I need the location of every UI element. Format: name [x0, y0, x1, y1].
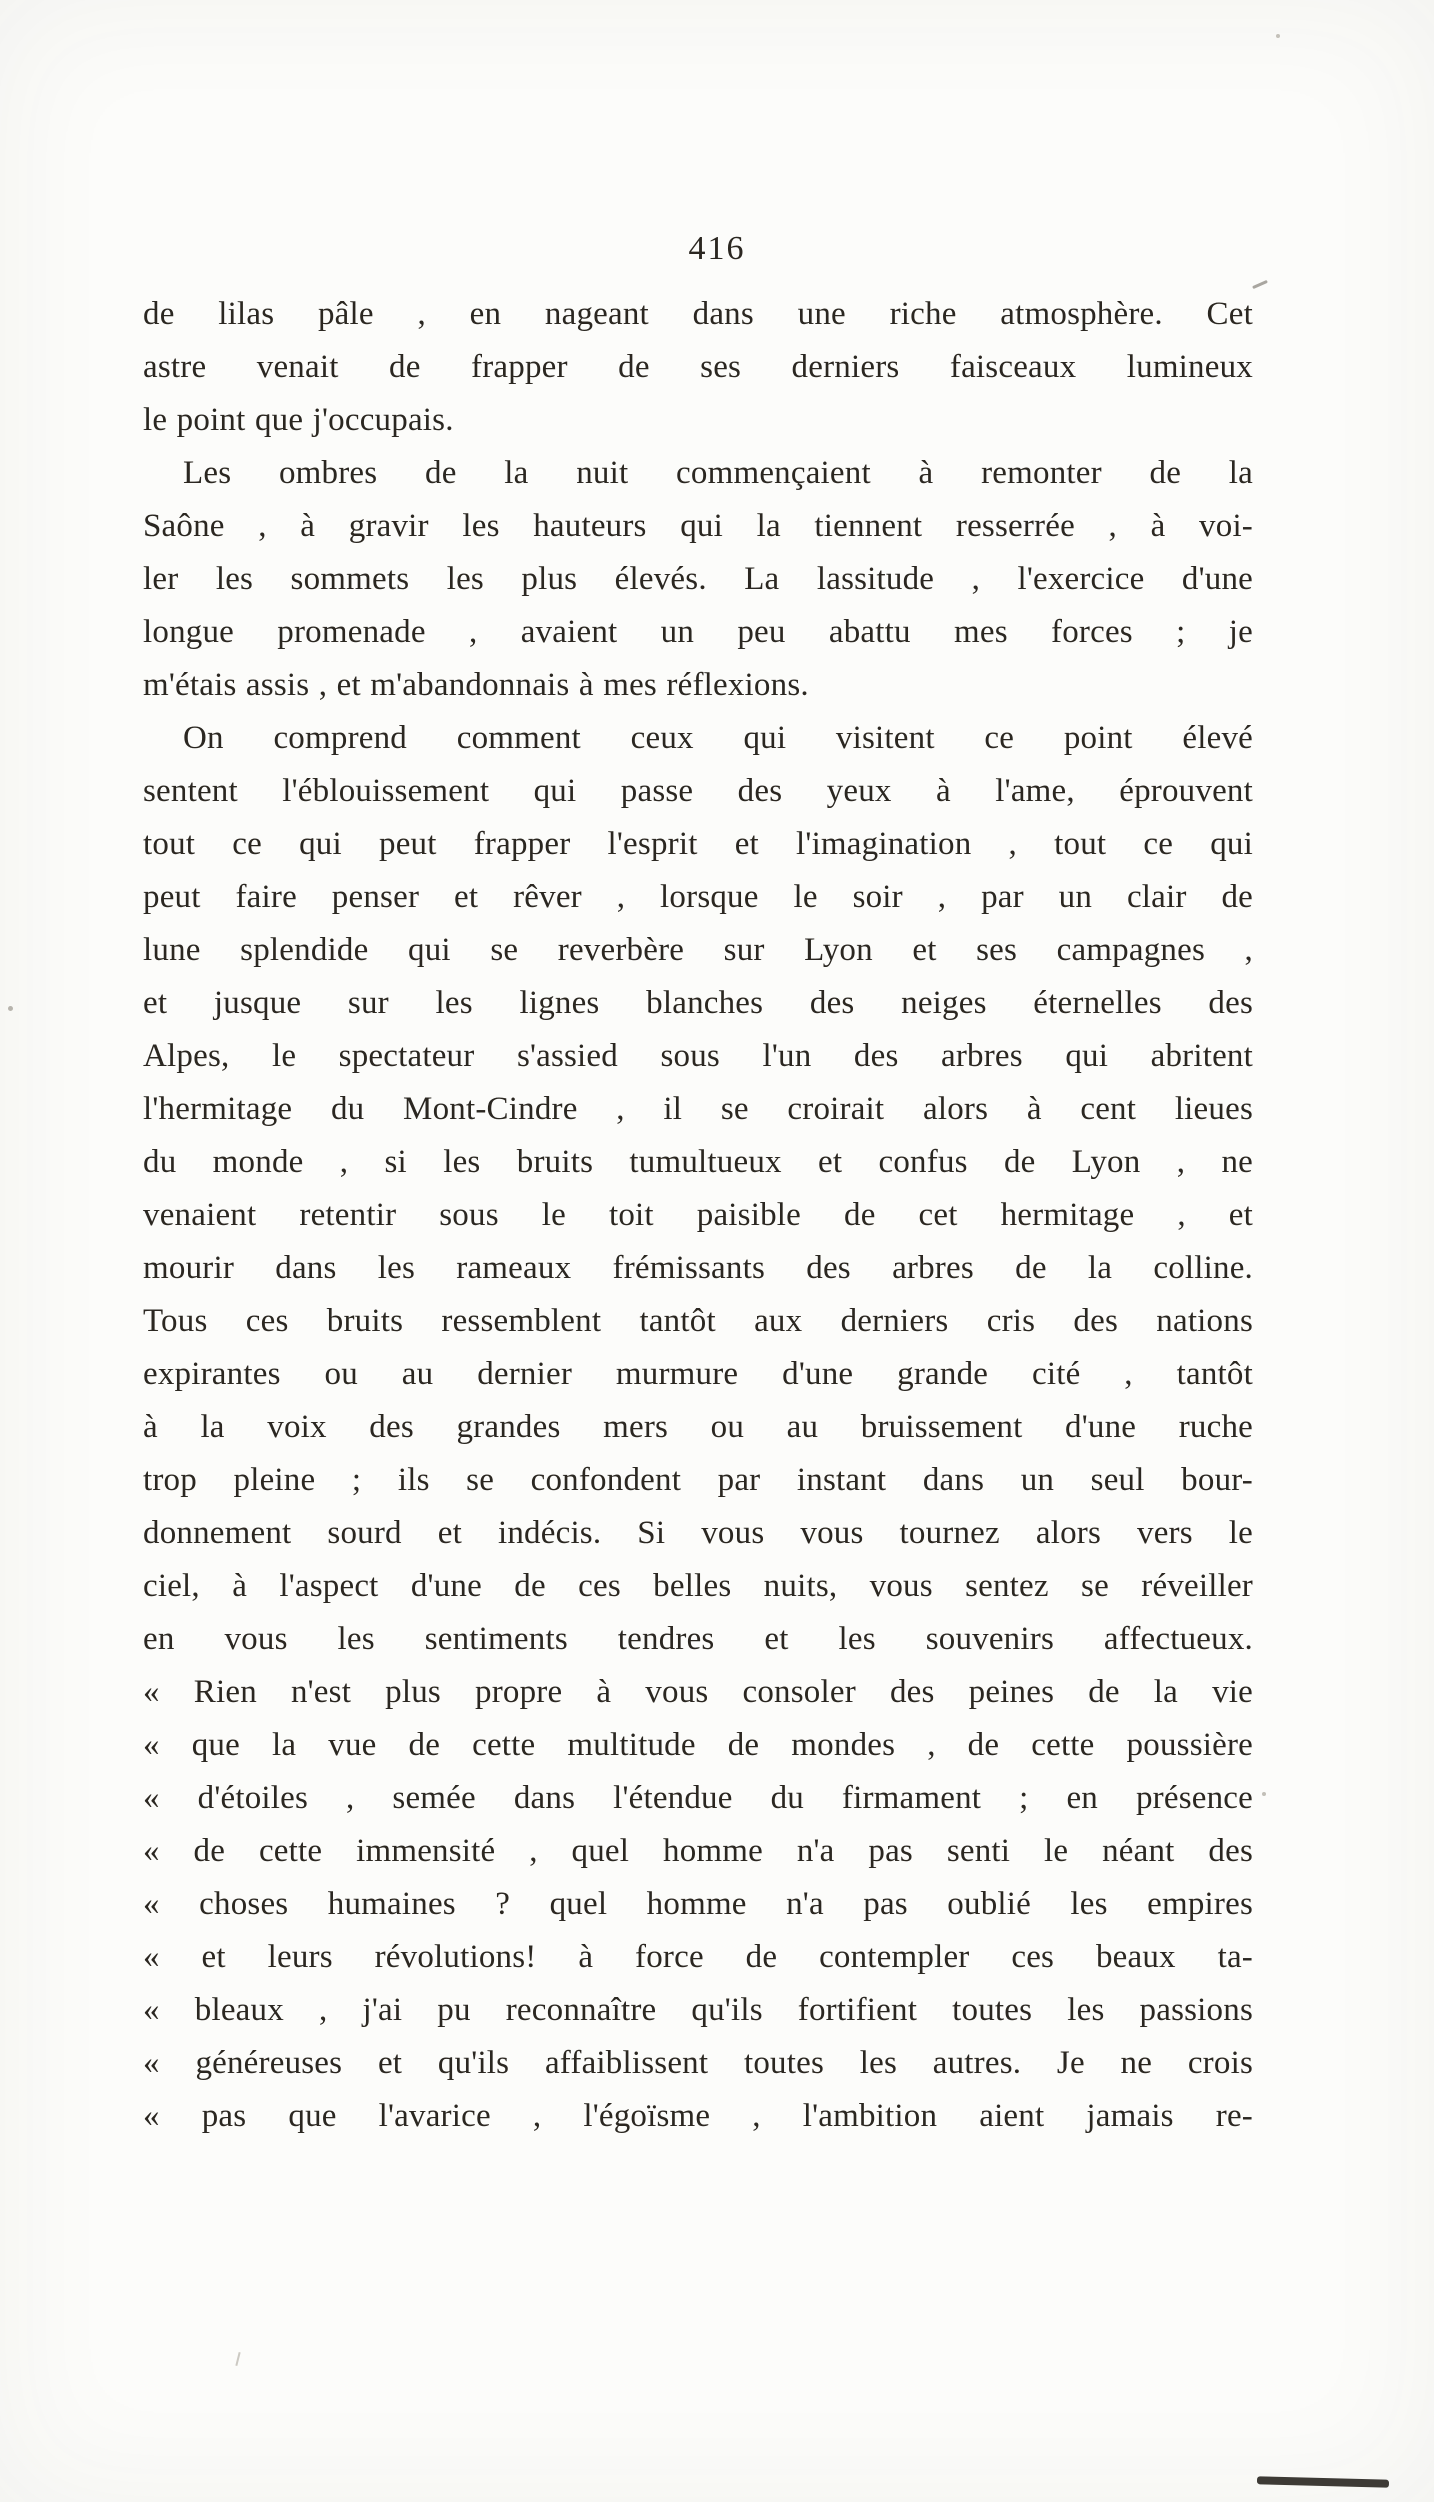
page-number: 416 [688, 230, 746, 267]
text-line: « d'étoiles , semée dans l'étendue du firmament ; en présence [143, 1780, 1253, 1816]
text-line: venaient retentir sous le toit paisible de cet hermitage , et [143, 1197, 1253, 1233]
text-line: de lilas pâle , en nageant dans une riche atmosphère. Cet [143, 296, 1253, 332]
text-line: donnement sourd et indécis. Si vous vous tournez alors vers le [143, 1515, 1253, 1551]
text-line: et jusque sur les lignes blanches des neiges éternelles des [143, 985, 1253, 1021]
text-line: Les ombres de la nuit commençaient à remonter de la [183, 455, 1253, 491]
text-line: longue promenade , avaient un peu abattu mes forces ; je [143, 614, 1253, 650]
text-line: « pas que l'avarice , l'égoïsme , l'ambition aient jamais re- [143, 2098, 1253, 2134]
text-line: l'hermitage du Mont-Cindre , il se croirait alors à cent lieues [143, 1091, 1253, 1127]
text-line: expirantes ou au dernier murmure d'une grande cité , tantôt [143, 1356, 1253, 1392]
scan-artifact [1276, 34, 1280, 38]
text-line: « et leurs révolutions! à force de contempler ces beaux ta- [143, 1939, 1253, 1975]
text-line: mourir dans les rameaux frémissants des arbres de la colline. [143, 1250, 1253, 1286]
text-line: du monde , si les bruits tumultueux et confus de Lyon , ne [143, 1144, 1253, 1180]
scan-artifact [235, 2352, 240, 2366]
text-line: On comprend comment ceux qui visitent ce point élevé [183, 720, 1253, 756]
text-line: « choses humaines ? quel homme n'a pas oublié les empires [143, 1886, 1253, 1922]
text-line: le point que j'occupais. [143, 402, 454, 438]
text-line: Saône , à gravir les hauteurs qui la tiennent resserrée , à voi- [143, 508, 1253, 544]
page-text [143, 288, 1253, 2143]
text-line: en vous les sentiments tendres et les souvenirs affectueux. [143, 1621, 1253, 1657]
text-line: Alpes, le spectateur s'assied sous l'un des arbres qui abritent [143, 1038, 1253, 1074]
text-line: peut faire penser et rêver , lorsque le soir , par un clair de [143, 879, 1253, 915]
text-line: lune splendide qui se reverbère sur Lyon et ses campagnes , [143, 932, 1253, 968]
text-line: « de cette immensité , quel homme n'a pas senti le néant des [143, 1833, 1253, 1869]
scan-artifact [1252, 280, 1268, 289]
text-line: astre venait de frapper de ses derniers faisceaux lumineux [143, 349, 1253, 385]
text-line: tout ce qui peut frapper l'esprit et l'imagination , tout ce qui [143, 826, 1253, 862]
text-line: m'étais assis , et m'abandonnais à mes réflexions. [143, 667, 809, 703]
text-line: « Rien n'est plus propre à vous consoler des peines de la vie [143, 1674, 1253, 1710]
text-line: ciel, à l'aspect d'une de ces belles nuits, vous sentez se réveiller [143, 1568, 1253, 1604]
text-line: « bleaux , j'ai pu reconnaître qu'ils fortifient toutes les passions [143, 1992, 1253, 2028]
scan-artifact [1257, 2476, 1389, 2487]
text-line: « généreuses et qu'ils affaiblissent toutes les autres. Je ne crois [143, 2045, 1253, 2081]
text-line: trop pleine ; ils se confondent par instant dans un seul bour- [143, 1462, 1253, 1498]
scan-artifact [8, 1006, 13, 1011]
scan-artifact [1262, 1792, 1266, 1796]
text-line: Tous ces bruits ressemblent tantôt aux derniers cris des nations [143, 1303, 1253, 1339]
text-line: à la voix des grandes mers ou au bruissement d'une ruche [143, 1409, 1253, 1445]
text-line: sentent l'éblouissement qui passe des yeux à l'ame, éprouvent [143, 773, 1253, 809]
text-line: « que la vue de cette multitude de mondes , de cette poussière [143, 1727, 1253, 1763]
text-line: ler les sommets les plus élevés. La lassitude , l'exercice d'une [143, 561, 1253, 597]
